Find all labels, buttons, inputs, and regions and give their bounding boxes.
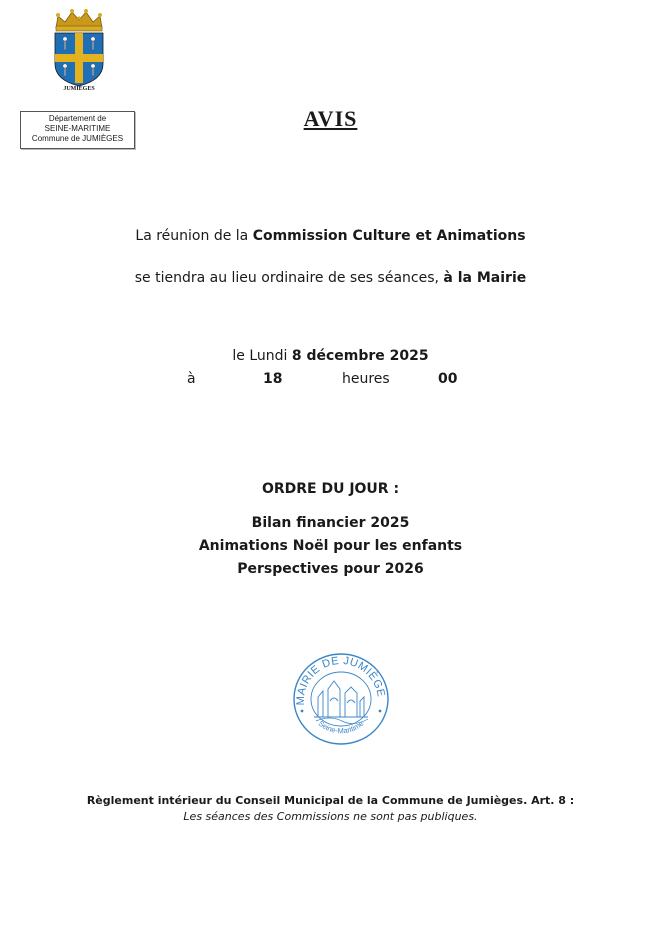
- intro-line-2: [0, 270, 661, 286]
- time-minutes: 00: [438, 371, 458, 387]
- time-hour: 18: [263, 371, 283, 387]
- svg-text:Seine-Maritime: [317, 719, 366, 735]
- meeting-date-prefix: le Lundi: [232, 348, 292, 364]
- commission-name: Commission Culture et Animations: [252, 228, 526, 244]
- shield-icon: [55, 33, 103, 86]
- meeting-date: 8 décembre 2025: [291, 348, 429, 364]
- meeting-time-row: [0, 371, 661, 391]
- intro-line-1: [0, 228, 661, 244]
- department-line-3: Commune de JUMIÈGES: [31, 134, 124, 143]
- notice-title: [0, 106, 661, 132]
- meeting-date-line: [0, 348, 661, 364]
- footer-regulation: Règlement intérieur du Conseil Municipal de la Commune de Jumièges. Art. 8 :: [86, 794, 575, 807]
- official-stamp: [290, 651, 392, 747]
- stamp-top-text: MAIRIE DE JUMIÈGE: [294, 654, 387, 706]
- agenda-item: Perspectives pour 2026: [237, 561, 424, 577]
- footer-note: Les séances des Commissions ne sont pas publiques.: [183, 810, 478, 823]
- department-line-2: SEINE-MARITIME: [44, 124, 111, 133]
- intro-line-1-prefix: La réunion de la: [135, 228, 253, 244]
- stamp-bottom-text: Seine-Maritime: [316, 718, 366, 736]
- agenda-item: Bilan financier 2025: [251, 515, 410, 531]
- abbey-ruins-icon: [314, 681, 368, 724]
- meeting-location: à la Mairie: [443, 270, 527, 286]
- time-a: à: [187, 371, 196, 387]
- department-line-1: Département de: [48, 114, 107, 123]
- notice-title-text: AVIS: [303, 106, 358, 131]
- crown-icon: [56, 9, 102, 31]
- crest-town-label: JUMIÈGES: [63, 86, 95, 92]
- agenda-item: Animations Noël pour les enfants: [198, 538, 463, 554]
- town-crest: [48, 6, 110, 94]
- time-heures: heures: [342, 371, 390, 387]
- agenda-heading: ORDRE DU JOUR :: [261, 481, 400, 497]
- svg-text:MAIRIE DE JUMIÈGES: [290, 651, 387, 705]
- intro-line-2-prefix: se tiendra au lieu ordinaire de ses séances,: [134, 270, 444, 286]
